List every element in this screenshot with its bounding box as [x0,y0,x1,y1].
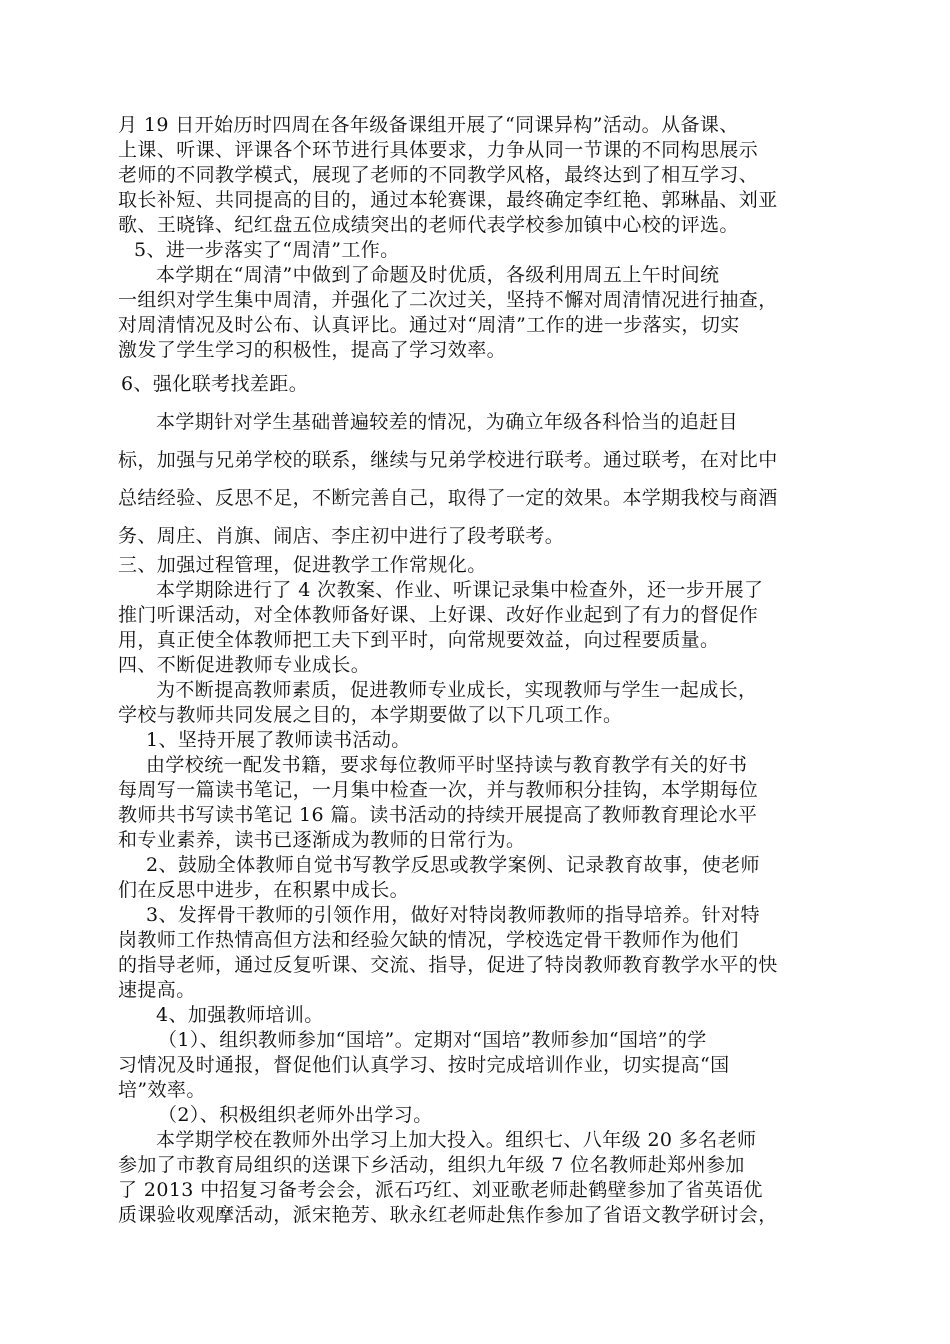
section-heading: 1、坚持开展了教师读书活动。 [146,729,411,751]
text-line: 用，真正使全体教师把工夫下到平时，向常规要效益，向过程要质量。 [118,629,720,651]
text-line: 推门听课活动，对全体教师备好课、上好课、改好作业起到了有力的督促作 [118,604,759,626]
text-line: 月 19 日开始历时四周在各年级备课组开展了“同课异构”活动。从备课、 [118,114,739,136]
text-line: （1）、组织教师参加“国培”。定期对“国培”教师参加“国培”的学 [158,1029,707,1051]
text-line: 歌、王晓锋、纪红盘五位成绩突出的老师代表学校参加镇中心校的评选。 [118,214,739,236]
text-line: 参加了市教育局组织的送课下乡活动，组织九年级 7 位名教师赴郑州参加 [118,1154,745,1176]
text-line: 为不断提高教师素质，促进教师专业成长，实现教师与学生一起成长， [156,679,758,701]
section-heading: 三、加强过程管理，促进教学工作常规化。 [118,554,487,576]
text-line: 每周写一篇读书笔记，一月集中检查一次，并与教师积分挂钩，本学期每位 [118,779,759,801]
text-line: 岗教师工作热情高但方法和经验欠缺的情况，学校选定骨干教师作为他们 [118,929,739,951]
text-line: 取长补短、共同提高的目的，通过本轮赛课，最终确定李红艳、郭琳晶、刘亚 [118,189,778,211]
text-line: 习情况及时通报，督促他们认真学习、按时完成培训作业，切实提高“国 [118,1054,730,1076]
text-line: 3、发挥骨干教师的引领作用，做好对特岗教师教师的指导培养。针对特 [146,904,760,926]
text-line: 本学期针对学生基础普遍较差的情况，为确立年级各科恰当的追赶目 [156,411,739,433]
text-line: 本学期除进行了 4 次教案、作业、听课记录集中检查外，还一步开展了 [156,579,764,601]
section-heading: 5、进一步落实了“周清”工作。 [134,239,400,261]
text-line: 的指导老师，通过反复听课、交流、指导，促进了特岗教师教育教学水平的快 [118,954,778,976]
section-heading: （2）、积极组织老师外出学习。 [158,1104,433,1126]
text-line: 一组织对学生集中周清，并强化了二次过关，坚持不懈对周清情况进行抽查， [118,289,778,311]
text-line: 老师的不同教学模式，展现了老师的不同教学风格，最终达到了相互学习、 [118,164,759,186]
text-line: 标，加强与兄弟学校的联系，继续与兄弟学校进行联考。通过联考，在对比中 [118,449,778,471]
text-line: 务、周庄、肖旗、闹店、李庄初中进行了段考联考。 [118,525,565,547]
text-line: 由学校统一配发书籍，要求每位教师平时坚持读与教育教学有关的好书 [146,754,748,776]
text-line: 对周清情况及时公布、认真评比。通过对“周清”工作的进一步落实，切实 [118,314,740,336]
text-line: 2、鼓励全体教师自觉书写教学反思或教学案例、记录教育故事，使老师 [146,854,760,876]
text-line: 本学期学校在教师外出学习上加大投入。组织七、八年级 20 多名老师 [156,1129,757,1151]
text-line: 激发了学生学习的积极性，提高了学习效率。 [118,339,507,361]
text-line: 速提高。 [118,979,196,1001]
section-heading: 4、加强教师培训。 [156,1004,324,1026]
text-line: 总结经验、反思不足，不断完善自己，取得了一定的效果。本学期我校与商酒 [118,487,778,509]
text-line: 了 2013 中招复习备考会会，派石巧红、刘亚歌老师赴鹤壁参加了省英语优 [118,1179,763,1201]
text-line: 和专业素养，读书已逐渐成为教师的日常行为。 [118,829,526,851]
text-line: 培”效率。 [118,1079,206,1101]
section-heading: 6、强化联考找差距。 [121,373,309,395]
text-line: 上课、听课、评课各个环节进行具体要求，力争从同一节课的不同构思展示 [118,139,759,161]
section-heading: 四、不断促进教师专业成长。 [118,654,371,676]
text-line: 学校与教师共同发展之目的，本学期要做了以下几项工作。 [118,704,623,726]
text-line: 们在反思中进步，在积累中成长。 [118,879,410,901]
text-line: 本学期在“周清”中做到了命题及时优质，各级利用周五上午时间统 [156,264,720,286]
text-line: 质课验收观摩活动，派宋艳芳、耿永红老师赴焦作参加了省语文教学研讨会， [118,1204,778,1226]
text-line: 教师共书写读书笔记 16 篇。读书活动的持续开展提高了教师教育理论水平 [118,804,758,826]
